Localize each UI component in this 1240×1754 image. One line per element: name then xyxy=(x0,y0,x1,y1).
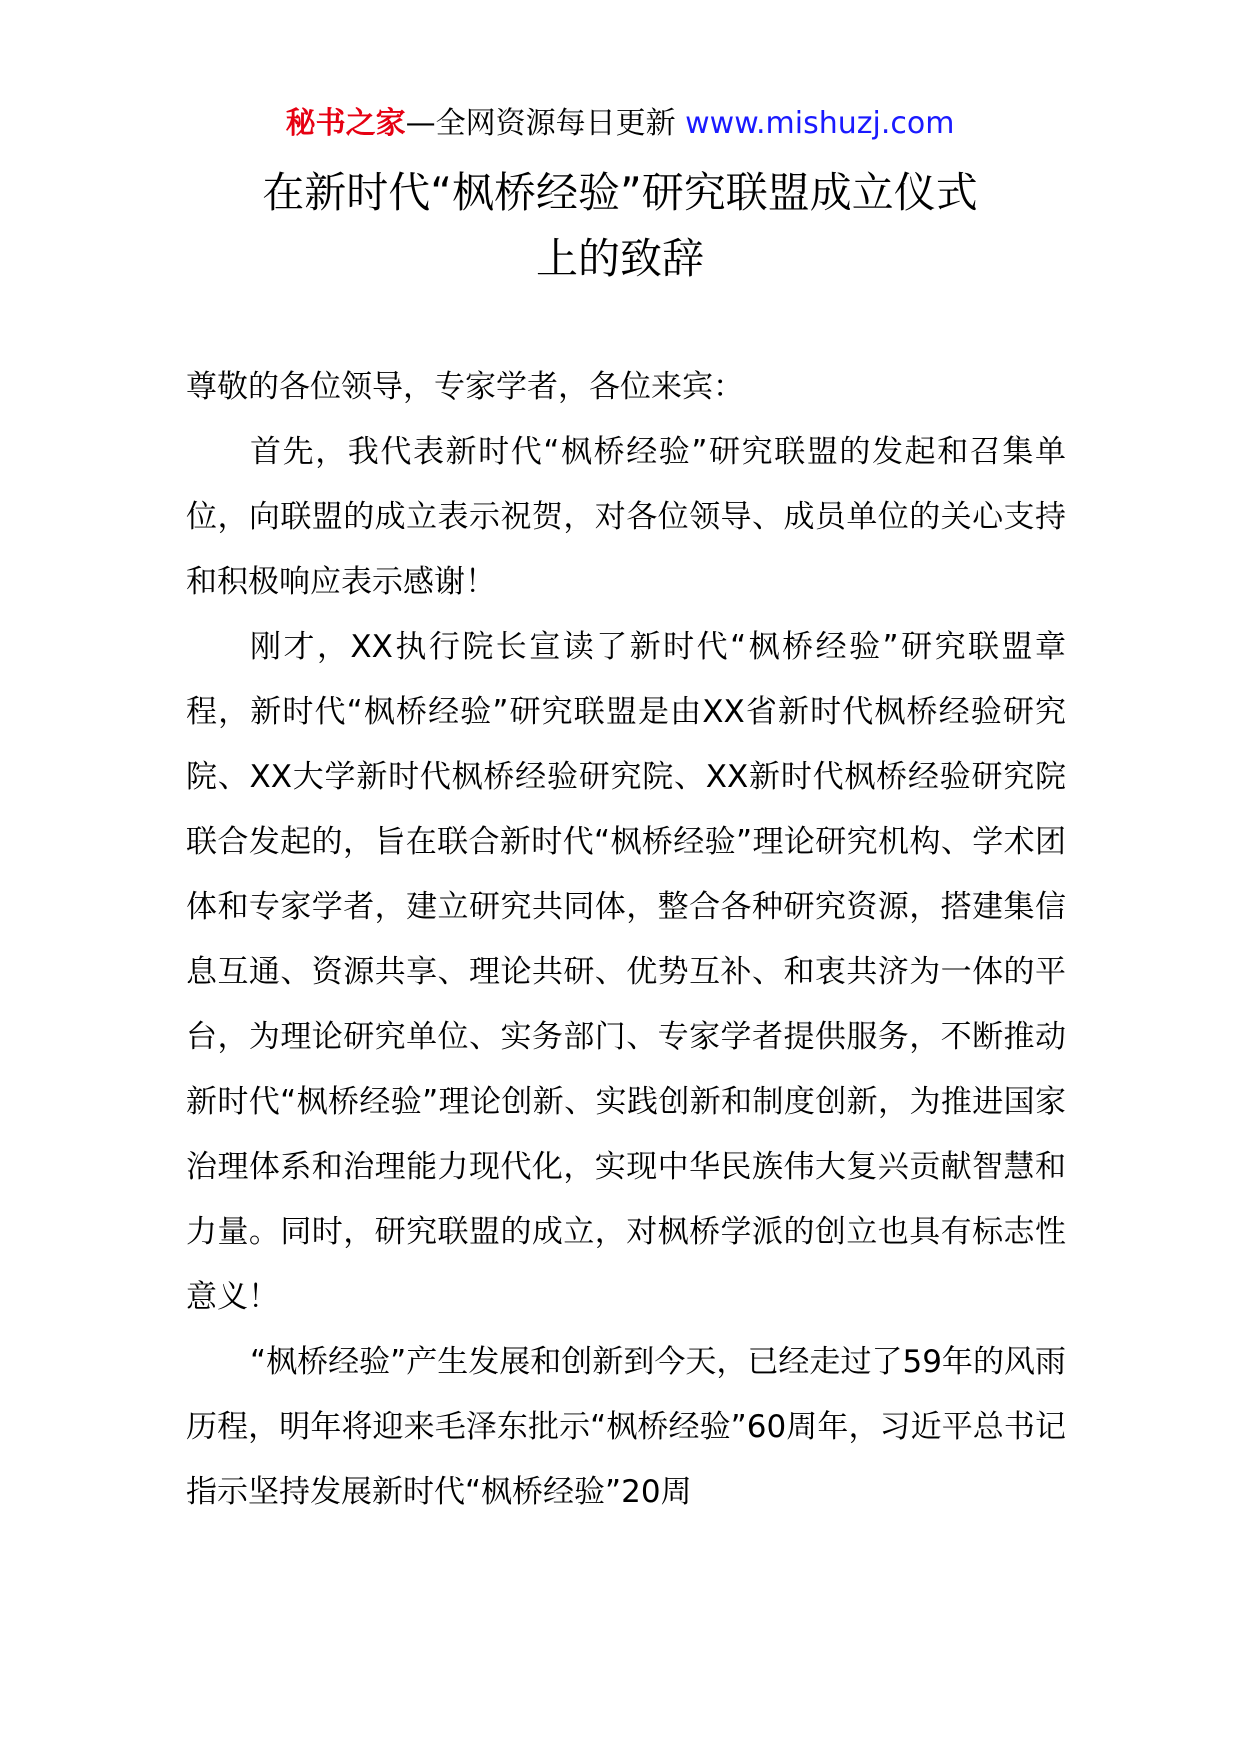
document-title-line-1: 在新时代“枫桥经验”研究联盟成立仪式 xyxy=(262,168,978,217)
paragraph-2: 刚才，XX执行院长宣读了新时代“枫桥经验”研究联盟章程，新时代“枫桥经验”研究联盟是由XX省新时代枫桥经验研究院、XX大学新时代枫桥经验研究院、XX新时代枫桥经验研究院联合发起的，旨在联合新时代“枫桥经验”理论研究机构、学术团体和专家学者，建立研究共同体，整合各种研究资源，搭建集信息互通、资源共享、理论共研、优势互补、和衷共济为一体的平台，为理论研究单位、实务部门、专家学者提供服务，不断推动新时代“枫桥经验”理论创新、实践创新和制度创新，为推进国家治理体系和治理能力现代化，实现中华民族伟大复兴贡献智慧和力量。同时，研究联盟的成立，对枫桥学派的创立也具有标志性意义！ xyxy=(186,629,1066,1315)
site-brand: 秘书之家 xyxy=(285,106,406,141)
salutation: 尊敬的各位领导，专家学者，各位来宾： xyxy=(186,369,744,405)
site-url-link[interactable]: www.mishuzj.com xyxy=(685,106,955,141)
site-tagline: —全网资源每日更新 xyxy=(405,106,676,141)
paragraph-1: 首先，我代表新时代“枫桥经验”研究联盟的发起和召集单位，向联盟的成立表示祝贺，对各位领导、成员单位的关心支持和积极响应表示感谢！ xyxy=(186,434,1066,600)
document-title xyxy=(120,160,1120,292)
document-title-line-2: 上的致辞 xyxy=(535,234,704,283)
document-body xyxy=(186,355,1066,1525)
site-header xyxy=(0,104,1240,144)
paragraph-3: “枫桥经验”产生发展和创新到今天，已经走过了59年的风雨历程，明年将迎来毛泽东批示“枫桥经验”60周年，习近平总书记指示坚持发展新时代“枫桥经验”20周 xyxy=(186,1344,1066,1510)
